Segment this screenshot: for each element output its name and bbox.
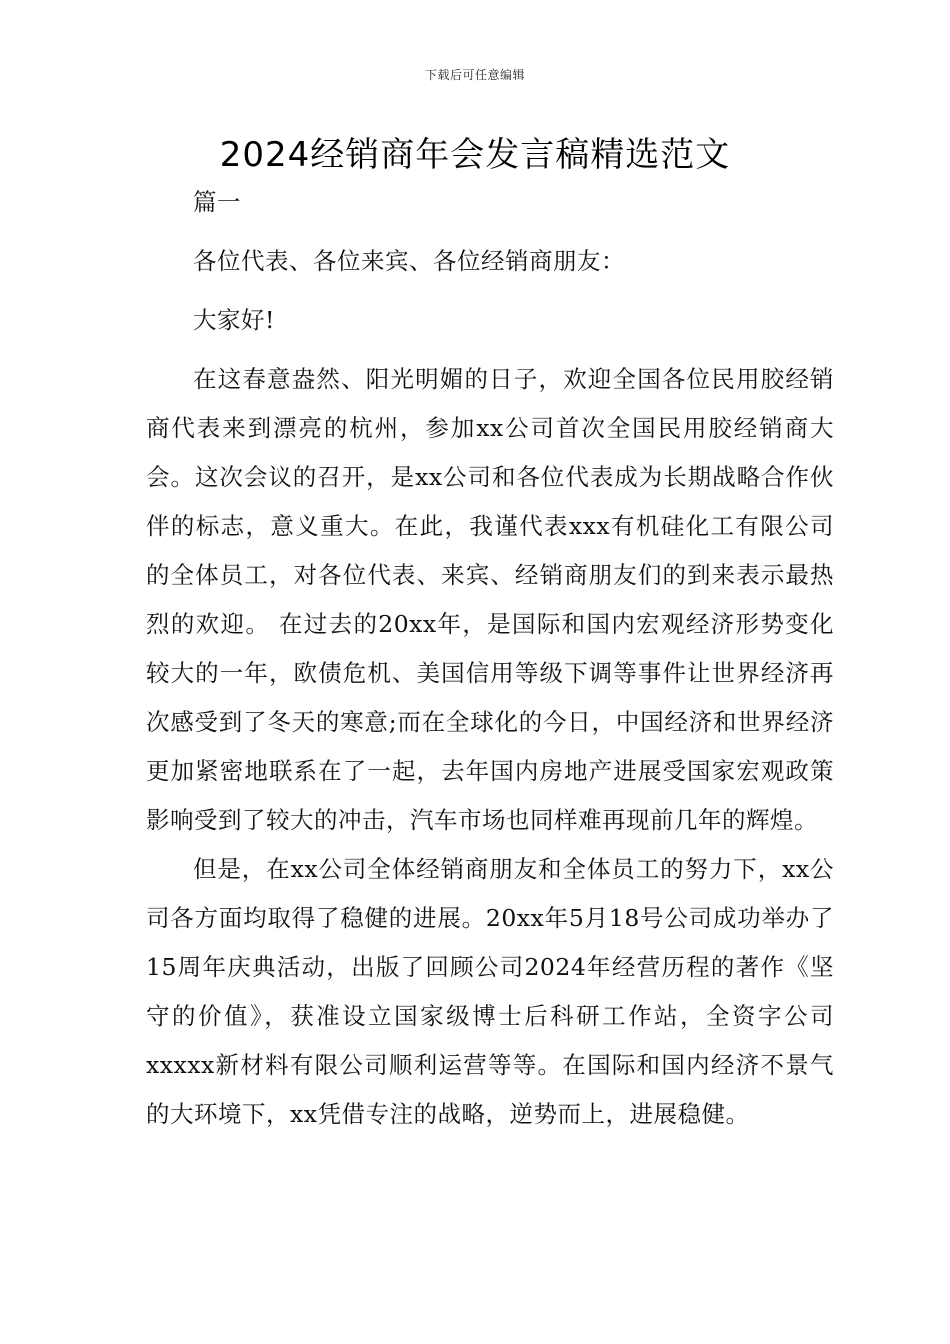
- body-paragraph: 在这春意盎然、阳光明媚的日子，欢迎全国各位民用胶经销商代表来到漂亮的杭州，参加xx公司首次全国民用胶经销商大会。这次会议的召开，是xx公司和各位代表成为长期战略合作伙伴的标志，意义重大。在此，我谨代表xxx有机硅化工有限公司的全体员工，对各位代表、来宾、经销商朋友们的到来表示最热烈的欢迎。 在过去的20xx年，是国际和国内宏观经济形势变化较大的一年，欧债危机、美国信用等级下调等事件让世界经济再次感受到了冬天的寒意;而在全球化的今日，中国经济和世界经济更加紧密地联系在了一起，去年国内房地产进展受国家宏观政策影响受到了较大的冲击，汽车市场也同样难再现前几年的辉煌。: [146, 365, 834, 834]
- document-title: 2024经销商年会发言稿精选范文: [219, 135, 731, 175]
- header-note: 下载后可任意编辑: [424, 68, 525, 82]
- document-body: [146, 178, 834, 1139]
- body-paragraph: 但是，在xx公司全体经销商朋友和全体员工的努力下，xx公司各方面均取得了稳健的进展。20xx年5月18号公司成功举办了15周年庆典活动，出版了回顾公司2024年经营历程的著作《坚守的价值》，获准设立国家级博士后科研工作站，全资字公司xxxxx新材料有限公司顺利运营等等。在国际和国内经济不景气的大环境下，xx凭借专注的战略，逆势而上，进展稳健。: [146, 855, 834, 1128]
- salutation: 各位代表、各位来宾、各位经销商朋友：: [193, 247, 625, 275]
- greeting: 大家好!: [193, 306, 275, 334]
- section-label: 篇一: [193, 188, 241, 216]
